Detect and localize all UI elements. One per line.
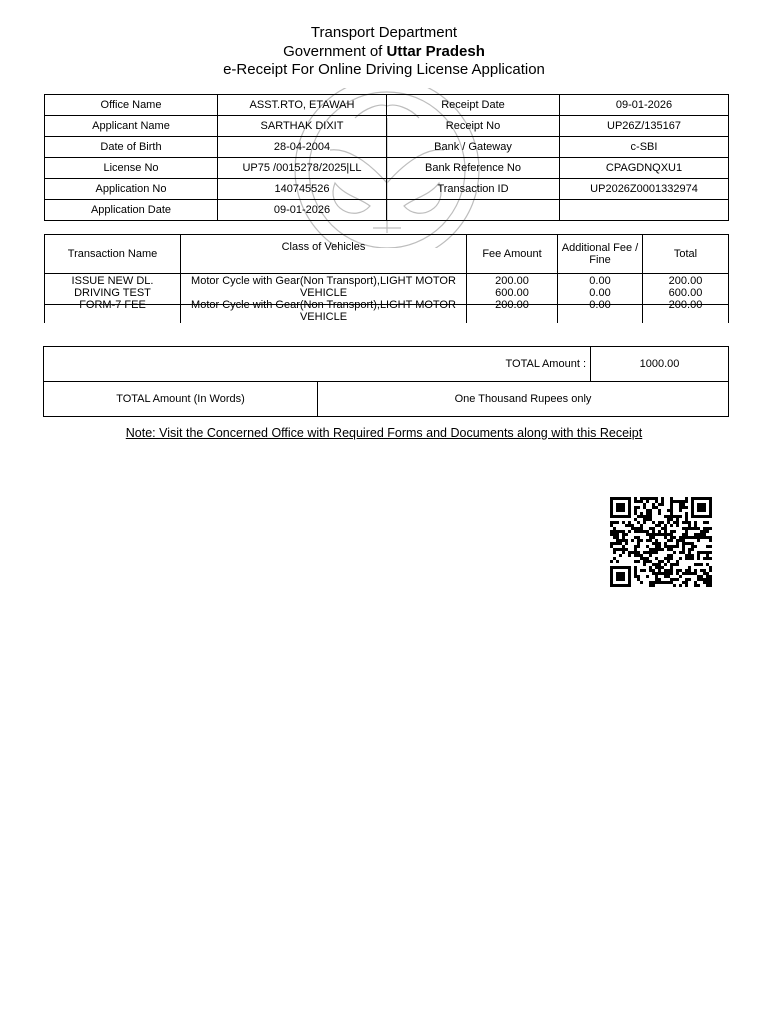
total-words-label: TOTAL Amount (In Words): [44, 382, 318, 417]
bank-ref-value: CPAGDNQXU1: [560, 158, 729, 179]
government-title: [0, 43, 768, 60]
col-class-of-vehicles: Class of Vehicles: [181, 235, 467, 274]
fee-table: [44, 234, 729, 323]
bank-ref-label: Bank Reference No: [387, 158, 560, 179]
dob-label: Date of Birth: [45, 137, 218, 158]
total-table: [43, 346, 729, 417]
applicant-info-table: [44, 94, 729, 221]
table-row: [45, 179, 729, 200]
receipt-subtitle: e-Receipt For Online Driving License Application: [223, 61, 545, 78]
vehicle-classes: Motor Cycle with Gear(Non Transport),LIGHT MOTOR VEHICLE Motor Cycle with Gear(Non Transport),LIGHT MOTOR VEHICLE: [181, 274, 467, 324]
applicant-name-label: Applicant Name: [45, 116, 218, 137]
office-name-label: Office Name: [45, 95, 218, 116]
transaction-names: ISSUE NEW DL. DRIVING TEST FORM-7 FEE: [45, 274, 181, 324]
total-words-value: One Thousand Rupees only: [318, 382, 729, 417]
table-row: [45, 116, 729, 137]
bank-gateway-label: Bank / Gateway: [387, 137, 560, 158]
receipt-date-value: 09-01-2026: [560, 95, 729, 116]
dob-value: 28-04-2004: [218, 137, 387, 158]
row-totals: 200.00 600.00 200.00: [643, 274, 729, 324]
gov-prefix: Government of: [283, 43, 383, 60]
col-fee-amount: Fee Amount: [467, 235, 558, 274]
table-row: [45, 200, 729, 221]
office-name-value: ASST.RTO, ETAWAH: [218, 95, 387, 116]
total-amount-value: 1000.00: [591, 347, 729, 382]
applicant-name-value: SARTHAK DIXIT: [218, 116, 387, 137]
transaction-id-value: UP2026Z0001332974: [560, 179, 729, 200]
bank-gateway-value: c-SBI: [560, 137, 729, 158]
receipt-date-label: Receipt Date: [387, 95, 560, 116]
empty-cell: [560, 200, 729, 221]
receipt-no-label: Receipt No: [387, 116, 560, 137]
col-additional-fee: Additional Fee / Fine: [558, 235, 643, 274]
table-row: [45, 137, 729, 158]
additional-fees: 0.00 0.00 0.00: [558, 274, 643, 324]
qr-code-icon: [610, 497, 714, 589]
fee-table-header: [45, 235, 729, 274]
application-date-value: 09-01-2026: [218, 200, 387, 221]
license-no-label: License No: [45, 158, 218, 179]
table-row: [44, 382, 729, 417]
empty-cell: [387, 200, 560, 221]
dept-title: Transport Department: [310, 24, 458, 41]
application-no-value: 140745526: [218, 179, 387, 200]
table-row: [45, 158, 729, 179]
fee-table-bottom-rule: [44, 304, 729, 305]
application-no-label: Application No: [45, 179, 218, 200]
table-row: [44, 347, 729, 382]
receipt-no-value: UP26Z/135167: [560, 116, 729, 137]
fee-amounts: 200.00 600.00 200.00: [467, 274, 558, 324]
total-amount-label: TOTAL Amount :: [44, 347, 591, 382]
table-row: [45, 274, 729, 324]
col-total: Total: [643, 235, 729, 274]
table-row: [45, 95, 729, 116]
application-date-label: Application Date: [45, 200, 218, 221]
col-transaction-name: Transaction Name: [45, 235, 181, 274]
gov-state: Uttar Pradesh: [386, 43, 485, 60]
license-no-value: UP75 /0015278/2025|LL: [218, 158, 387, 179]
receipt-note: Note: Visit the Concerned Office with Required Forms and Documents along with this Receipt: [125, 426, 643, 440]
transaction-id-label: Transaction ID: [387, 179, 560, 200]
